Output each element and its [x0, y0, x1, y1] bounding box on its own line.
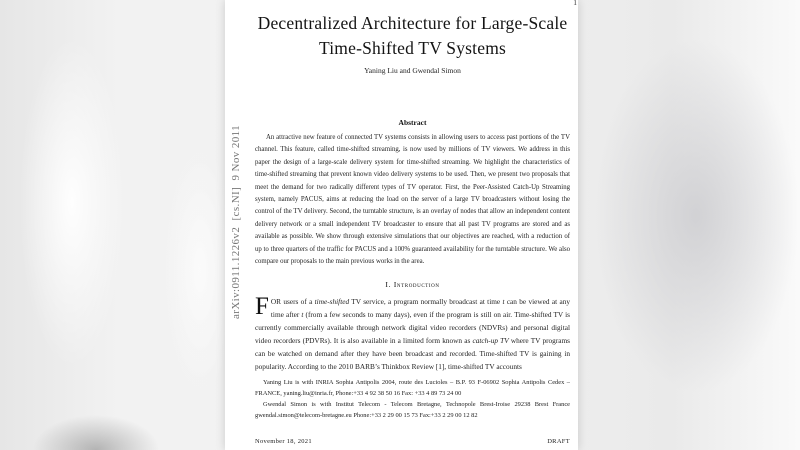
footnotes — [255, 378, 570, 421]
paper-title-line2: Time-Shifted TV Systems — [318, 38, 507, 58]
intro-italic-phrase: t — [502, 297, 505, 307]
intro-text-segment: OR users of a — [270, 297, 315, 307]
intro-text — [255, 293, 570, 372]
page-footer — [255, 438, 570, 445]
intro-text-segment: (from a few seconds to many days), even if the program is still on air. Time-shifted TV is currently commercially available through network digital video recorders (NDVRs) and personal digital video recorders (PDVRs). It is also available in a limited form known as — [255, 310, 570, 346]
paper-authors: Yaning Liu and Gwendal Simon — [364, 66, 461, 75]
intro-italic-phrase: time-shifted — [314, 297, 350, 307]
page-content — [255, 0, 570, 450]
section-title: Introduction — [393, 280, 440, 290]
intro-text-segment: where TV programs can be watched on demand after they have been broadcast and recorded. Time-shifted TV is gaining in popularity. According to the 2010 BARB’s Thinkbox Review [1], time-shifted TV accounts — [255, 336, 570, 372]
paper-title — [255, 11, 570, 61]
intro-paragraph — [255, 295, 570, 373]
section-heading — [255, 280, 570, 289]
intro-text-segment: can be viewed at any time after — [270, 297, 570, 320]
intro-italic-phrase: t — [301, 310, 304, 320]
page-number: 1 — [573, 0, 577, 7]
arxiv-stamp: arXiv:0911.1226v2 [cs.NI] 9 Nov 2011 — [230, 124, 242, 320]
intro-italic-phrase: catch-up TV — [472, 336, 509, 346]
footnote: Gwendal Simon is with Institut Telecom - Telecom Bretagne, Technopole Brest-Iroise 29238 Brest France gwendal.simon@telecom-bretagne.eu Phone:+33 2 29 00 15 73 Fax:+33 2 29 00 12 82 — [255, 401, 570, 419]
intro-dropcap: F — [255, 293, 269, 321]
footnote: Yaning Liu is with INRIA Sophia Antipolis 2004, route des Lucioles – B.P. 93 F-06902 Sophia Antipolis Cedex – FRANCE, yaning.liu@inria.fr, Phone:+33 4 92 38 50 16 Fax: +33 4 89 73 24 00 — [255, 379, 570, 397]
abstract-text: An attractive new feature of connected TV systems consists in allowing users to access past portions of the TV channel. This feature, called time-shifted streaming, is now used by millions of TV viewers. We address in this paper the design of a large-scale delivery system for time-shifted streaming. We highlight the characteristics of time-shifted streaming that prevent known video delivery systems to be used. Then, we present two proposals that meet the demand for two radically different types of TV operator. First, the Peer-Assisted Catch-Up Streaming system, namely PACUS, aims at reducing the load on the server of a large TV broadcasters without losing the control of the TV delivery. Second, the turntable structure, is an overlay of nodes that allow an independent content delivery network or a small independent TV broadcaster to ensure that all past TV programs are stored and as available as possible. We show through extensive simulations that our objectives are reached, with a reduction of up to three quarters of the traffic for PACUS and a 100% guaranteed availability for the turntable structure. We also compare our proposals to the main previous works in the area. — [255, 134, 570, 266]
section-number: I. — [385, 280, 392, 290]
footer-date: November 18, 2021 — [255, 438, 312, 445]
intro-text-segment: TV service, a program normally broadcast at time — [349, 297, 503, 307]
paper-page — [225, 0, 578, 450]
footer-status: DRAFT — [547, 438, 570, 445]
abstract-heading: Abstract — [398, 118, 427, 127]
paper-title-line1: Decentralized Architecture for Large-Scale — [257, 13, 568, 33]
